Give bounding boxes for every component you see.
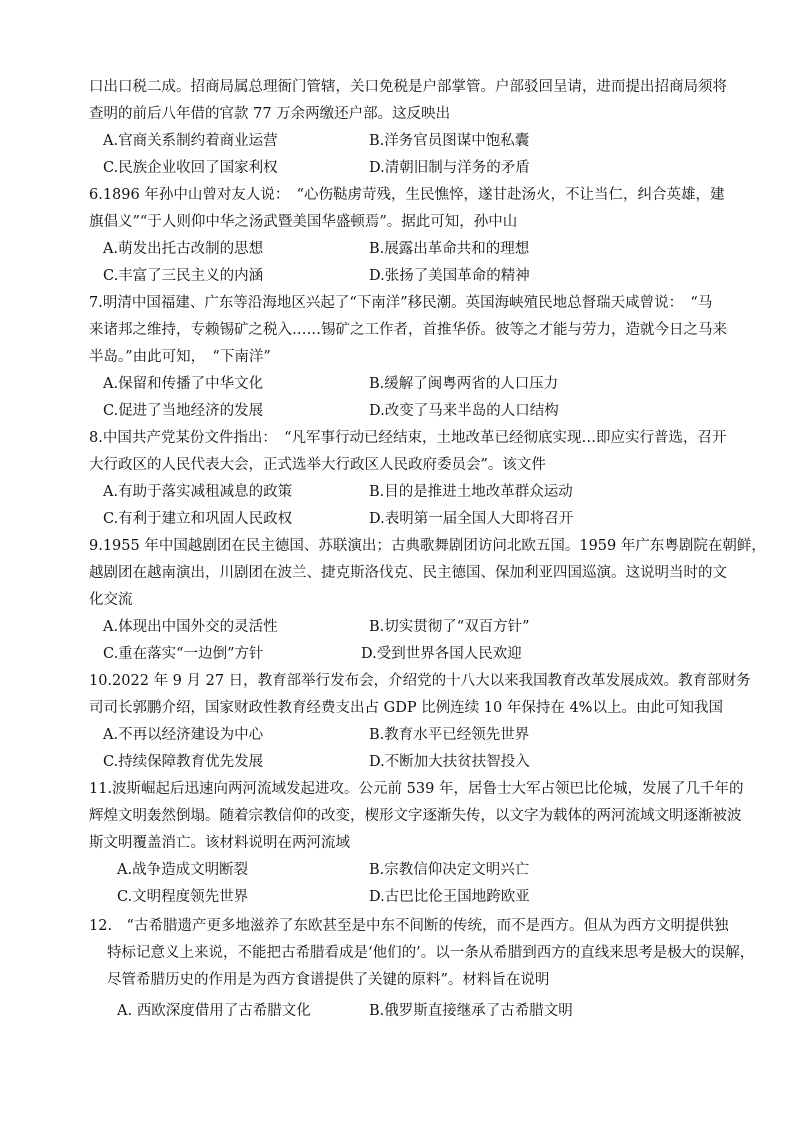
q7-option-d[interactable]: D.改变了马来半岛的人口结构 — [369, 403, 559, 419]
q5-stem-line-1: 口出口税二成。招商局属总理衙门管辖，关口免税是户部掌管。户部驳回呈请，进而提出招商局须将 — [89, 79, 727, 95]
q12-option-b[interactable]: B.俄罗斯直接继承了古希腊文明 — [369, 1003, 573, 1019]
q6-stem-line-2: 旗倡义”“于人则仰中华之汤武暨美国华盛顿焉”。据此可知，孙中山 — [89, 214, 518, 230]
q10-stem-line-2: 司司长郭鹏介绍，国家财政性教育经费支出占 GDP 比例连续 10 年保持在 4%以上。由此可知我国 — [89, 700, 723, 716]
q8-option-a[interactable]: A.有助于落实减租减息的政策 — [103, 484, 293, 500]
q10-option-b[interactable]: B.教育水平已经领先世界 — [369, 727, 530, 743]
q6-option-c[interactable]: C.丰富了三民主义的内涵 — [103, 268, 264, 284]
q12-stem-line-3: 尽管希腊历史的作用是为西方食谱提供了关键的原料”。材料旨在说明 — [107, 972, 550, 988]
q5-option-a[interactable]: A.官商关系制约着商业运营 — [103, 133, 278, 149]
q5-option-b[interactable]: B.洋务官员图谋中饱私囊 — [369, 133, 530, 149]
q6-option-b[interactable]: B.展露出革命共和的理想 — [369, 241, 530, 257]
q5-option-d[interactable]: D.清朝旧制与洋务的矛盾 — [369, 160, 530, 176]
q7-option-a[interactable]: A.保留和传播了中华文化 — [103, 376, 264, 392]
q9-stem-line-1: 9.1955 年中国越剧团在民主德国、苏联演出；古典歌舞剧团访问北欧五国。1959 年广东粤剧院在朝鲜， — [89, 538, 766, 554]
q8-stem-line-1: 8.中国共产党某份文件指出： “凡军事行动已经结束，土地改革已经彻底实现…即应实行普选，召开 — [89, 430, 727, 446]
q12-option-a[interactable]: A. 西欧深度借用了古希腊文化 — [117, 1003, 311, 1019]
q11-option-b[interactable]: B.宗教信仰决定文明兴亡 — [369, 862, 530, 878]
q11-option-a[interactable]: A.战争造成文明断裂 — [117, 862, 249, 878]
q6-option-d[interactable]: D.张扬了美国革命的精神 — [369, 268, 530, 284]
q7-option-c[interactable]: C.促进了当地经济的发展 — [103, 403, 264, 419]
q9-option-a[interactable]: A.体现出中国外交的灵活性 — [103, 619, 278, 635]
q8-option-b[interactable]: B.目的是推进土地改革群众运动 — [369, 484, 573, 500]
q10-option-c[interactable]: C.持续保障教育优先发展 — [103, 754, 264, 770]
q6-option-a[interactable]: A.萌发出托古改制的思想 — [103, 241, 264, 257]
q6-stem-line-1: 6.1896 年孙中山曾对友人说： “心伤鞑虏苛残，生民憔悴，遂甘赴汤火，不让当仁，纠合英雄，建 — [89, 187, 725, 203]
q11-stem-line-3: 斯文明覆盖消亡。该材料说明在两河流域 — [89, 835, 350, 851]
q12-stem-line-1: 12. “古希腊遗产更多地滋养了东欧甚至是中东不间断的传统，而不是西方。但从为西方文明提供独 — [89, 918, 729, 934]
q7-option-b[interactable]: B.缓解了闽粤两省的人口压力 — [369, 376, 559, 392]
q8-stem-line-2: 大行政区的人民代表大会，正式选举大行政区人民政府委员会”。该文件 — [89, 457, 546, 473]
q10-option-a[interactable]: A.不再以经济建设为中心 — [103, 727, 264, 743]
q8-option-d[interactable]: D.表明第一届全国人大即将召开 — [369, 511, 574, 527]
q9-stem-line-2: 越剧团在越南演出，川剧团在波兰、捷克斯洛伐克、民主德国、保加利亚四国巡演。这说明当时的文 — [89, 565, 727, 581]
q10-stem-line-1: 10.2022 年 9 月 27 日，教育部举行发布会，介绍党的十八大以来我国教育改革发展成效。教育部财务 — [89, 673, 751, 689]
q7-stem-line-1: 7.明清中国福建、广东等沿海地区兴起了“下南洋”移民潮。英国海峡殖民地总督瑞天咸曾说： “马 — [89, 295, 713, 311]
q9-option-d[interactable]: D.受到世界各国人民欢迎 — [361, 646, 522, 662]
q11-option-d[interactable]: D.古巴比伦王国地跨欧亚 — [369, 889, 530, 905]
q7-stem-line-2: 来诸邦之维持，专赖锡矿之税入……锡矿之工作者，首推华侨。彼等之才能与劳力，造就今日之马来 — [89, 322, 727, 338]
q5-stem-line-2: 查明的前后八年借的官款 77 万余两缴还户部。这反映出 — [89, 106, 451, 122]
q11-stem-line-1: 11.波斯崛起后迅速向两河流域发起进攻。公元前 539 年，居鲁士大军占领巴比伦城，发展了几千年的 — [89, 781, 744, 797]
q8-option-c[interactable]: C.有利于建立和巩固人民政权 — [103, 511, 293, 527]
q11-option-c[interactable]: C.文明程度领先世界 — [117, 889, 249, 905]
q9-option-b[interactable]: B.切实贯彻了“双百方针” — [369, 619, 530, 635]
q9-stem-line-3: 化交流 — [89, 592, 133, 608]
q7-stem-line-3: 半岛。”由此可知， “下南洋” — [89, 349, 271, 365]
q9-option-c[interactable]: C.重在落实“一边倒”方针 — [103, 646, 264, 662]
q5-option-c[interactable]: C.民族企业收回了国家利权 — [103, 160, 278, 176]
q10-option-d[interactable]: D.不断加大扶贫扶智投入 — [369, 754, 530, 770]
q12-stem-line-2: 特标记意义上来说，不能把古希腊看成是‘他们的’。以一条从希腊到西方的直线来思考是极大的误解， — [107, 945, 755, 961]
q11-stem-line-2: 辉煌文明轰然倒塌。随着宗教信仰的改变，楔形文字逐渐失传，以文字为载体的两河流域文明逐渐被波 — [89, 808, 742, 824]
